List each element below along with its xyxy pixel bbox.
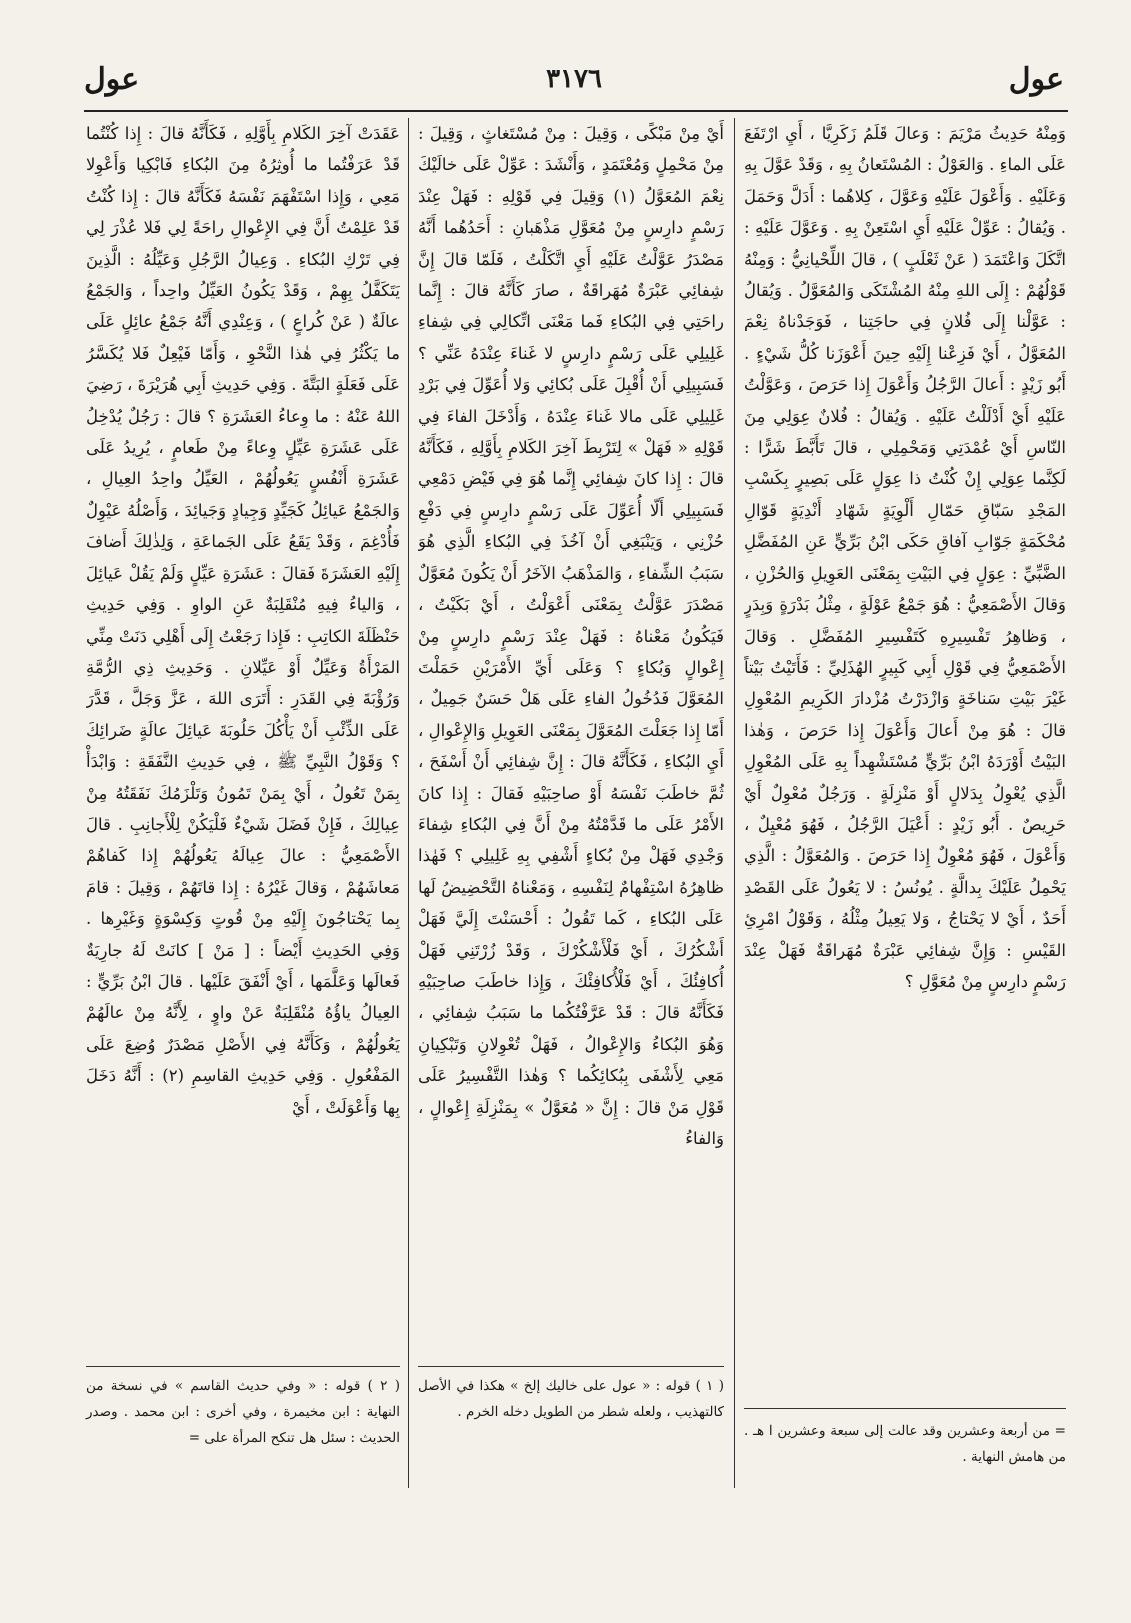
column-text: وَمِنْهُ حَدِيثُ مَرْيَمَ : وَعالَ قَلَمُ زَكَرِيَّا ، أَيِ ارْتَفَعَ عَلَى الماءِ . وَالعَوْلُ : المُسْتَعانُ بِهِ ، وَقَدْ عَوَّلَ بِهِ وَعَلَيْهِ . وَأَعْوَلَ عَلَيْهِ وَعَوَّلَ ، كِلاهُما : أَدَلَّ وَحَمَلَ . وَيُقالُ : عَوِّلْ عَلَيْهِ أَيِ اسْتَعِنْ بِهِ . وَعَوَّلَ عَلَيْهِ : اتَّكَلَ وَاعْتَمَدَ ( عَنْ ثَعْلَبٍ ) ، قالَ اللِّحْيانِيُّ : وَمِنْهُ قَوْلُهُمْ : إِلَى اللهِ مِنْهُ المُشْتَكَى وَالمُعَوَّلُ . وَيُقالُ : عَوَّلْنا إِلَى فُلانٍ فِي حاجَتِنا ، فَوَجَدْناهُ نِعْمَ المُعَوَّلُ ، أَيْ فَزِعْنا إِلَيْهِ حِينَ أَعْوَزَنا كُلُّ شَيْءٍ . أَبُو زَيْدٍ : أَعالَ الرَّجُلُ وَأَعْوَلَ إِذا حَرَصَ ، وَعَوَّلْتُ عَلَيْهِ أَيْ أَدْلَلْتُ عَلَيْهِ . وَيُقالُ : فُلانٌ عِوَلِي مِنَ النّاسِ أَيْ عُمْدَتِي وَمَحْمِلِي ، قالَ تَأَبَّطَ شَرًّا : لَكِنَّما عِوَلِي إِنْ كُنْتُ ذا عِوَلٍ عَلَى بَصِيرٍ بِكَسْبِ المَجْدِ سَبّاقِ حَمّالِ أَلْوِيَةٍ شَهّادِ أَنْدِيَةٍ قَوّالِ مُحْكَمَةٍ جَوّابِ آفاقِ حَكَى ابْنُ بَرِّيٍّ عَنِ المُفَضَّلِ الضَّبِّيِّ : عِوَلٍ فِي البَيْتِ بِمَعْنَى العَوِيلِ وَالحُزْنِ ، وَقالَ الأَصْمَعِيُّ : هُوَ جَمْعُ عَوْلَةٍ ، مِثْلُ بَدْرَةٍ وَبِدَرٍ ، وَظاهِرُ تَفْسِيرِهِ كَتَفْسِيرِ المُفَضَّلِ . وَقالَ الأَصْمَعِيُّ فِي قَوْلِ أَبِي كَبِيرٍ الهُذَلِيِّ : فَأَتَيْتُ بَيْتاً غَيْرَ بَيْتِ سَناخَةٍ وَازْدَرْتُ مُزْدارَ الكَرِيمِ المُعْوِلِ قالَ : هُوَ مِنْ أَعالَ وَأَعْوَلَ إِذا حَرَصَ ، وَهٰذا البَيْتُ أَوْرَدَهُ ابْنُ بَرِّيٍّ مُسْتَشْهِداً بِهِ عَلَى المُعْوِلِ الَّذِي يُعْوِلُ بِدَلالٍ أَوْ مَنْزِلَةٍ . وَرَجُلٌ مُعْوِلٌ أَيْ حَرِيصٌ . أَبُو زَيْدٍ : أَعْيَلَ الرَّجُلُ ، فَهُوَ مُعْيِلٌ ، وَأَعْوَلَ ، فَهُوَ مُعْوِلٌ إِذا حَرَصَ . وَالمُعَوَّلُ : الَّذِي يَحْمِلُ عَلَيْكَ بِدالَّةٍ . يُونُسُ : لا يَعُولُ عَلَى القَصْدِ أَحَدٌ ، أَيْ لا يَحْتاجُ ، وَلا يَعِيلُ مِثْلُهُ ، وَقَوْلُ امْرِئِ القَيْسِ : وَإِنَّ شِفائِي عَبْرَةٌ مُهَراقَةٌ فَهَلْ عِنْدَ رَسْمٍ دارِسٍ مِنْ مُعَوَّلِ ؟ [744,124,1066,991]
text-column-left [86,118,400,1358]
footnote-left: ( ٢ ) قوله : « وفي حديث القاسم » في نسخة من النهاية : ابن مخيمرة ، وفي أخرى : ابن محمد . وصدر الحديث : سئل هل تنكح المرأة على = [86,1378,400,1446]
header-rule [84,110,1068,112]
column-divider [408,118,409,1488]
header-keyword-right: عول [1008,62,1064,97]
page-header [84,62,1064,106]
column-text: أَيْ مِنْ مَبْكًى ، وَقِيلَ : مِنْ مُسْتَغاثٍ ، وَقِيلَ : مِنْ مَحْمِلٍ وَمُعْتَمَدٍ ، وَأَنْشَدَ : عَوِّلْ عَلَى خالَيْكَ نِعْمَ المُعَوَّلُ (١) وَقِيلَ فِي قَوْلِهِ : فَهَلْ عِنْدَ رَسْمٍ دارِسٍ مِنْ مُعَوَّلِ مَذْهَبانِ : أَحَدُهُما أَنَّهُ مَصْدَرُ عَوَّلْتُ عَلَيْهِ أَيِ اتَّكَلْتُ ، فَلَمّا قالَ إِنَّ شِفائِي عَبْرَةٌ مُهَراقَةٌ ، صارَ كَأَنَّهُ قالَ : إِنَّما راحَتِي فِي البُكاءِ فَما مَعْنَى اتِّكالِي فِي شِفاءِ غَلِيلِي عَلَى رَسْمٍ دارِسٍ لا غَناءَ عِنْدَهُ عَنِّي ؟ فَسَبِيلِي أَنْ أُقْبِلَ عَلَى بُكائِي وَلا أُعَوِّلَ فِي بَرْدِ غَلِيلِي عَلَى مالا غَناءَ عِنْدَهُ ، وَأَدْخَلَ الفاءَ فِي قَوْلِهِ « فَهَلْ » لِتَرْبِطَ آخِرَ الكَلامِ بِأَوَّلِهِ ، فَكَأَنَّهُ قالَ : إِذا كانَ شِفائِي إِنَّما هُوَ فِي فَيْضِ دَمْعِي فَسَبِيلِي أَلّا أُعَوِّلَ عَلَى رَسْمٍ دارِسٍ فِي دَفْعِ حُزْنِي ، وَيَنْبَغِي أَنْ آخُذَ فِي البُكاءِ الَّذِي هُوَ سَبَبُ الشِّفاءِ ، وَالمَذْهَبُ الآخَرُ أَنْ يَكُونَ مُعَوَّلٌ مَصْدَرَ عَوَّلْتُ بِمَعْنَى أَعْوَلْتُ ، أَيْ بَكَيْتُ ، فَيَكُونُ مَعْناهُ : فَهَلْ عِنْدَ رَسْمٍ دارِسٍ مِنْ إِعْوالٍ وَبُكاءٍ ؟ وَعَلَى أَيِّ الأَمْرَيْنِ حَمَلْتَ المُعَوَّلَ فَدُخُولُ الفاءِ عَلَى هَلْ حَسَنٌ جَمِيلٌ ، أَمّا إِذا جَعَلْتَ المُعَوَّلَ بِمَعْنَى العَوِيلِ وَالإِعْوالِ ، أَيِ البُكاءِ ، فَكَأَنَّهُ قالَ : إِنَّ شِفائِي أَنْ أَسْفَحَ ، ثُمَّ خاطَبَ نَفْسَهُ أَوْ صاحِبَيْهِ فَقالَ : إِذا كانَ الأَمْرُ عَلَى ما قَدَّمْتُهُ مِنْ أَنَّ فِي البُكاءِ شِفاءَ وَجْدِي فَهَلْ مِنْ بُكاءٍ أَشْفِي بِهِ غَلِيلِي ؟ فَهٰذا ظاهِرُهُ اسْتِفْهامٌ لِنَفْسِهِ ، وَمَعْناهُ التَّحْضِيضُ لَها عَلَى البُكاءِ ، كَما تَقُولُ : أَحْسَنْتَ إِلَيَّ فَهَلْ أَشْكُرُكَ ، أَيْ فَلْأَشْكُرْكَ ، وَقَدْ زُرْتَنِي فَهَلْ أُكافِئُكَ ، أَيْ فَلْأُكافِئْكَ ، وَإِذا خاطَبَ صاحِبَيْهِ فَكَأَنَّهُ قالَ : قَدْ عَرَّفْتُكُما ما سَبَبُ شِفائِي ، وَهُوَ البُكاءُ وَالإِعْوالُ ، فَهَلْ تُعْوِلانِ وَتَبْكِيانِ مَعِي لِأَشْفَى بِبُكائِكُما ؟ وَهٰذا التَّفْسِيرُ عَلَى قَوْلِ مَنْ قالَ : إِنَّ « مُعَوَّلٌ » بِمَنْزِلَةِ إِعْوالٍ ، وَالفاءُ [418,124,724,1148]
header-keyword-left: عول [84,62,140,97]
column-text: عَقَدَتْ آخِرَ الكَلامِ بِأَوَّلِهِ ، فَكَأَنَّهُ قالَ : إِذا كُنْتُما قَدْ عَرَفْتُما ما أُوثِرُهُ مِنَ البُكاءِ فَابْكِيا وَأَعْوِلا مَعِي ، وَإِذا اسْتَفْهَمَ نَفْسَهُ فَكَأَنَّهُ قالَ : إِذا كُنْتُ قَدْ عَلِمْتُ أَنَّ فِي الإِعْوالِ راحَةً لِي فَلا عُذْرَ لِي فِي تَرْكِ البُكاءِ . وَعِيالُ الرَّجُلِ وَعَيِّلُهُ : الَّذِينَ يَتَكَفَّلُ بِهِمْ ، وَقَدْ يَكُونُ العَيِّلُ واحِداً ، وَالجَمْعُ عالَةٌ ( عَنْ كُراعٍ ) ، وَعِنْدِي أَنَّهُ جَمْعُ عائِلٍ عَلَى ما يَكْثُرُ فِي هٰذا النَّحْوِ ، وَأَمّا فَيْعِلٌ فَلا يُكَسَّرُ عَلَى فَعَلَةٍ البَتَّةَ . وَفِي حَدِيثِ أَبِي هُرَيْرَةَ ، رَضِيَ اللهُ عَنْهُ : ما وِعاءُ العَشَرَةِ ؟ قالَ : رَجُلٌ يُدْخِلُ عَلَى عَشَرَةِ عَيِّلٍ وِعاءً مِنْ طَعامٍ ، يُرِيدُ عَلَى عَشَرَةِ أَنْفُسٍ يَعُولُهُمْ ، العَيِّلُ واحِدُ العِيالِ ، وَالجَمْعُ عَيائِلُ كَجَيِّدٍ وَجِيادٍ وَجَيائِدَ ، وَأَصْلُهُ عَيْوِلٌ فَأُدْغِمَ ، وَقَدْ يَقَعُ عَلَى الجَماعَةِ ، وَلِذٰلِكَ أَضافَ إِلَيْهِ العَشَرَةَ فَقالَ : عَشَرَةِ عَيِّلٍ وَلَمْ يَقُلْ عَيائِلَ ، وَالياءُ فِيهِ مُنْقَلِبَةٌ عَنِ الواوِ . وَفِي حَدِيثِ حَنْظَلَةَ الكاتِبِ : فَإِذا رَجَعْتُ إِلَى أَهْلِي دَنَتْ مِنِّي المَرْأَةُ وَعَيِّلٌ أَوْ عَيِّلانِ . وَحَدِيثِ ذِي الرُّمَّةِ وَرُؤْبَةَ فِي القَدَرِ : أَتَرَى اللهَ ، عَزَّ وَجَلَّ ، قَدَّرَ عَلَى الذِّئْبِ أَنْ يَأْكُلَ حَلُوبَةَ عَيائِلَ عالَةٍ ضَرائِكَ ؟ وَقَوْلُ النَّبِيِّ ﷺ ، فِي حَدِيثِ النَّفَقَةِ : وَابْدَأْ بِمَنْ تَعُولُ ، أَيْ بِمَنْ تَمُونُ وَتَلْزَمُكَ نَفَقَتُهُ مِنْ عِيالِكَ ، فَإِنْ فَضَلَ شَيْءٌ فَلْيَكُنْ لِلْأَجانِبِ . قالَ الأَصْمَعِيُّ : عالَ عِيالَهُ يَعُولُهُمْ إِذا كَفاهُمْ مَعاشَهُمْ ، وَقالَ غَيْرُهُ : إِذا قاتَهُمْ ، وَقِيلَ : قامَ بِما يَحْتاجُونَ إِلَيْهِ مِنْ قُوتٍ وَكِسْوَةٍ وَغَيْرِها . وَفِي الحَدِيثِ أَيْضاً : [ مَنْ ] كانَتْ لَهُ جارِيَةٌ فَعالَها وَعَلَّمَها ، أَيْ أَنْفَقَ عَلَيْها . قالَ ابْنُ بَرِّيٍّ : العِيالُ ياؤُهُ مُنْقَلِبَةٌ عَنْ واوٍ ، لِأَنَّهُ مِنْ عالَهُمْ يَعُولُهُمْ ، وَكَأَنَّهُ فِي الأَصْلِ مَصْدَرٌ وُضِعَ عَلَى المَفْعُولِ . وَفِي حَدِيثِ القاسِمِ (٢) : أَنَّهُ دَخَلَ بِها وَأَعْوَلَتْ ، أَيْ [86,124,400,1117]
footnote-separator [418,1366,724,1367]
text-column-right [744,118,1066,1623]
footnote-right: = من أربعة وعشرين وقد عالت إلى سبعة وعشرين ا هـ . من هامش النهاية . [744,1423,1066,1465]
footnote-separator [744,1408,1066,1409]
footnote-separator [86,1366,400,1367]
page-number: ٣١٧٦ [546,64,602,94]
text-column-middle [418,118,724,1358]
column-divider [734,118,735,1488]
footnote-middle: ( ١ ) قوله : « عول على خاليك إلخ » هكذا في الأصل كالتهذيب ، ولعله شطر من الطويل دخله الخرم . [418,1378,725,1420]
